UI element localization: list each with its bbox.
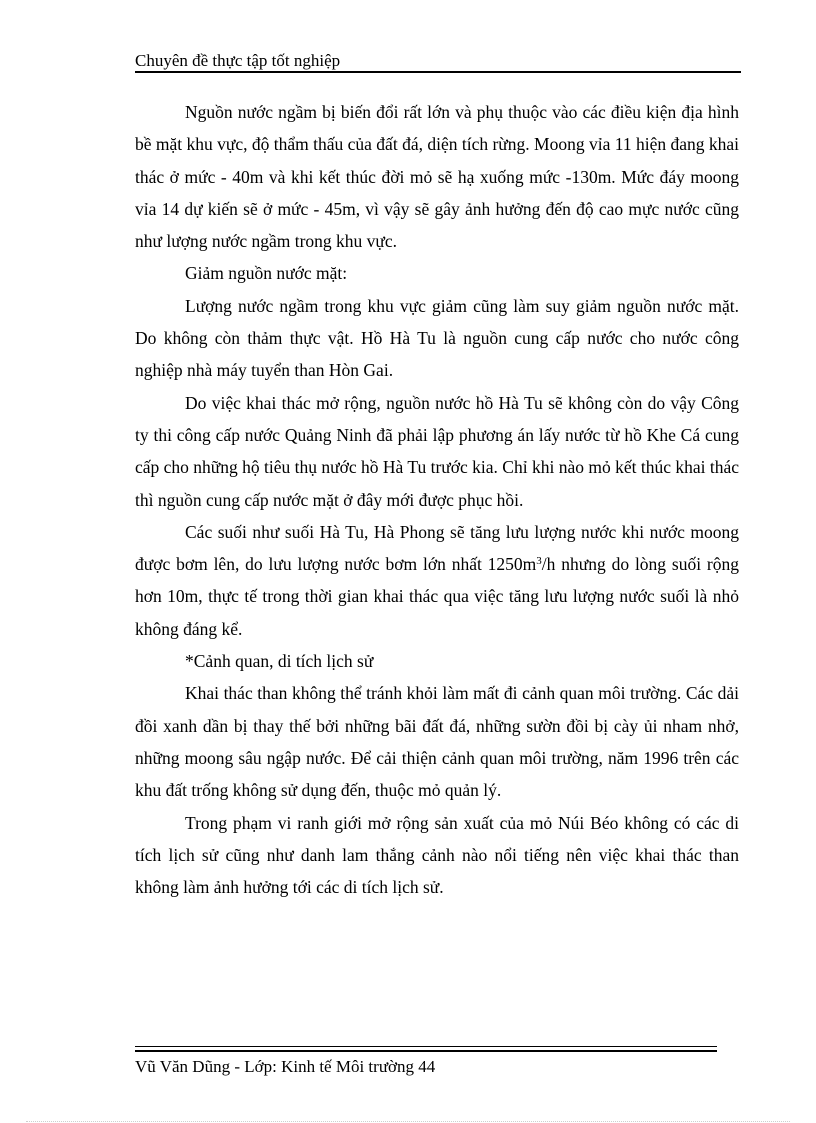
paragraph-surface-water: Lượng nước ngầm trong khu vực giảm cũng làm suy giảm nguồn nước mặt. Do không còn thảm thực vật. Hồ Hà Tu là nguồn cung cấp nước cho nước công nghiệp nhà máy tuyển than Hòn Gai. — [135, 295, 739, 381]
page-header — [135, 47, 741, 73]
paragraph-landscape-heading: *Cảnh quan, di tích lịch sử — [185, 651, 374, 672]
paragraph-groundwater: Nguồn nước ngầm bị biến đổi rất lớn và phụ thuộc vào các điều kiện địa hình bề mặt khu vực, độ thẩm thấu của đất đá, diện tích rừng. Moong vỉa 11 hiện đang khai thác ở mức - 40m và khi kết thúc đời mỏ sẽ hạ xuống mức -130m. Mức đáy moong vỉa 14 dự kiến sẽ ở mức - 45m, vì vậy sẽ gây ảnh hưởng đến độ cao mực nước cũng như lượng nước ngầm trong khu vực. — [135, 102, 739, 252]
paragraph-streams — [135, 516, 739, 645]
document-body — [135, 96, 739, 903]
paragraph-heritage: Trong phạm vi ranh giới mở rộng sản xuất của mỏ Núi Béo không có các di tích lịch sử cũng như danh lam thắng cảnh nào nổi tiếng nên việc khai thác than không làm ảnh hưởng tới các di tích lịch sử. — [135, 812, 739, 898]
cubic-superscript: 3 — [536, 555, 542, 568]
paragraph-landscape: Khai thác than không thể tránh khỏi làm mất đi cảnh quan môi trường. Các dải đồi xanh dần bị thay thế bởi những bãi đất đá, những sườn đồi bị cày ủi nham nhở, những moong sâu ngập nước. Để cải thiện cảnh quan môi trường, năm 1996 trên các khu đất trống không sử dụng đến, thuộc mỏ quản lý. — [135, 683, 739, 801]
footer-rule-thick — [135, 1050, 717, 1052]
streams-text-end: /h nhưng do lòng suối rộng hơn 10m, thực tế trong thời gian khai thác qua việc tăng lưu lượng nước suối là nhỏ không đáng kể. — [135, 554, 739, 639]
footer-author: Vũ Văn Dũng - Lớp: Kinh tế Môi trường 44 — [135, 1057, 436, 1076]
page-bottom-border — [26, 1121, 790, 1122]
page-footer — [135, 1046, 717, 1086]
paragraph-surface-water-heading: Giảm nguồn nước mặt: — [185, 263, 348, 284]
paragraph-ha-tu-lake: Do việc khai thác mở rộng, nguồn nước hồ Hà Tu sẽ không còn do vậy Công ty thi công cấp nước Quảng Ninh đã phải lập phương án lấy nước từ hồ Khe Cá cung cấp cho những hộ tiêu thụ nước hồ Hà Tu trước kia. Chỉ khi nào mỏ kết thúc khai thác thì nguồn cung cấp nước mặt ở đây mới được phục hồi. — [135, 392, 739, 510]
header-title: Chuyên đề thực tập tốt nghiệp — [135, 51, 341, 70]
streams-text-start: Các suối như suối Hà Tu, Hà Phong sẽ tăng lưu lượng nước khi nước moong được bơm lên, do lưu lượng nước bơm lớn nhất 1250m — [135, 521, 739, 575]
header-rule — [135, 71, 741, 73]
footer-rule-thin — [135, 1046, 717, 1047]
